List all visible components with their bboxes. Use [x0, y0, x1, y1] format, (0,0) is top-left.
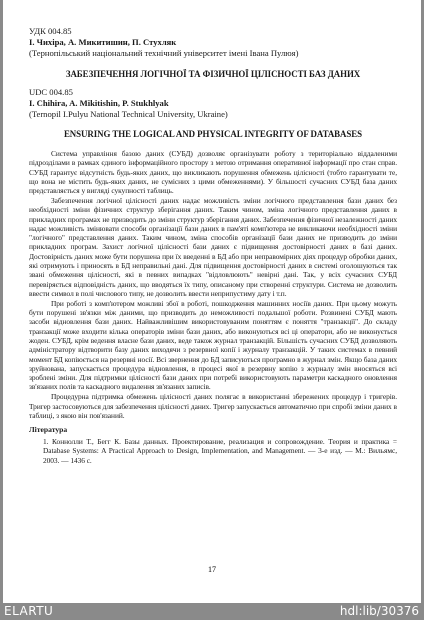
- body-paragraph: Система управління базою даних (СУБД) дозволяє організувати роботу з територіально віддаленими підрозділами в рамках єдиного інформаційного простору з метою отримання оперативної інформації про стан справ. СУБД гарантує відсутність будь-яких даних, що викликають порушення обмежень цілісності (тобто гарантувати те, що вона не містить будь-яких даних, не сумісних з цими обмеженнями). У більшості сучасних СУБД база даних представляється у вигляді сукупності таблиць.: [29, 149, 397, 196]
- affiliation-ua: (Тернопільський національний технічний університет імені Івана Пулюя): [29, 48, 299, 58]
- literature-item: 1. Коннолли Т., Бегг К. Базы данных. Проектирование, реализация и сопровождение. Теория и практика = Database Systems: A Practical Approach to Design, Implementation, and Management. — 3-е изд. — М.: Вильямс, 2003. — 1436 с.: [43, 437, 397, 465]
- literature-heading: Література: [29, 425, 68, 435]
- paper-content: [29, 26, 397, 465]
- udc-ua: УДК 004.85: [29, 26, 72, 36]
- affiliation-en: (Ternopil I.Pulyu National Technical University, Ukraine): [29, 109, 228, 119]
- authors-en: I. Chihira, A. Mikitishin, P. Stukhlyak: [29, 98, 169, 108]
- authors-ua: І. Чихіра, А. Микитишин, П. Стухляк: [29, 37, 177, 47]
- repository-footer-bar: [0, 603, 424, 620]
- body-paragraph: При роботі з комп'ютером можливі збої в роботі, пошкодження машинних носіїв даних. При цьому можуть бути порушені зв'язки між даними, що призводить до неможливості подальшої роботи. Розвинені СУБД мають засоби відновлення бази даних. Найважливішим використовуваним поняттям є поняття "транзакції". До складу транзакції може входити кілька операторів зміни бази даних, або виконуються всі ці оператори, або не виконується жоден. СУБД, крім ведення власне бази даних, веде також журнал транзакцій. Більшість сучасних СУБД дозволяють адміністратору відтворити базу даних виходячи з резервної копії і журналу транзакцій. У таких системах в певний момент БД копіюється на резервні носії. Всі звернення до БД записуються програмно в журнал змін. Якщо база даних зруйнована, запускається процедура відновлення, в процесі якої в резервну копію з журналу змін вносяться всі зроблені зміни. Для підтримки цілісності бази даних при потребі використовують параметри каскадного оновлення зв'язаних полів та каскадного видалення зв'язаних записів.: [29, 298, 397, 392]
- paper-page: [3, 0, 421, 603]
- udc-en: UDC 004.85: [29, 87, 73, 97]
- body-paragraph: Забезпечення логічної цілісності даних надає можливість зміни логічного представлення бази даних без необхідності зміни фізичних структур зберігання даних. Таким чином, зміна логічного представлення даних в прикладних програмах не призводить до зміни структур зберігання даних. Забезпечення фізичної незалежності даних надає можливість змінювати способи організації бази даних в пам'яті комп'ютера не викликаючи необхідності зміни "логічного" представлення даних. Таким чином, зміна способів організації бази даних не призводить до зміни прикладних програм. Захист логічної цілісності бази даних є підвищення достовірності даних в базі даних. Достовірність даних може бути порушена при їх введенні в БД або при неправомірних діях процедур обробки даних, які отримують і приносять в БД неправильні дані. Для підвищення достовірності даних в системі оголошуються так звані обмеження цілісності, які в певних випадках "відловлюють" невірні дані. Так, у всіх сучасних СУБД перевіряється відповідність даних, що вводяться їх типу, описаному при створенні структури. Система не дозволить ввести символ в полі числового типу, не дозволить ввести неприпустиму дату і т.п.: [29, 195, 397, 298]
- title-en: ENSURING THE LOGICAL AND PHYSICAL INTEGRITY OF DATABASES: [63, 129, 363, 139]
- page-number: 17: [208, 565, 216, 574]
- title-ua: ЗАБЕЗПЕЧЕННЯ ЛОГІЧНОЇ ТА ФІЗИЧНОЇ ЦІЛІСНОСТІ БАЗ ДАНИХ: [65, 69, 361, 79]
- body-paragraph: Процедурна підтримка обмежень цілісності даних полягає в використанні збережених процедур і тригерів. Тригер застосовуються для забезпечення цілісності даних. Тригер запускається автоматично при спробі зміни даних в таблиці, з якою він пов'язаний.: [29, 392, 397, 420]
- handle-id: hdl:lib/30376: [339, 604, 419, 618]
- repository-name: ELARTU: [4, 604, 54, 618]
